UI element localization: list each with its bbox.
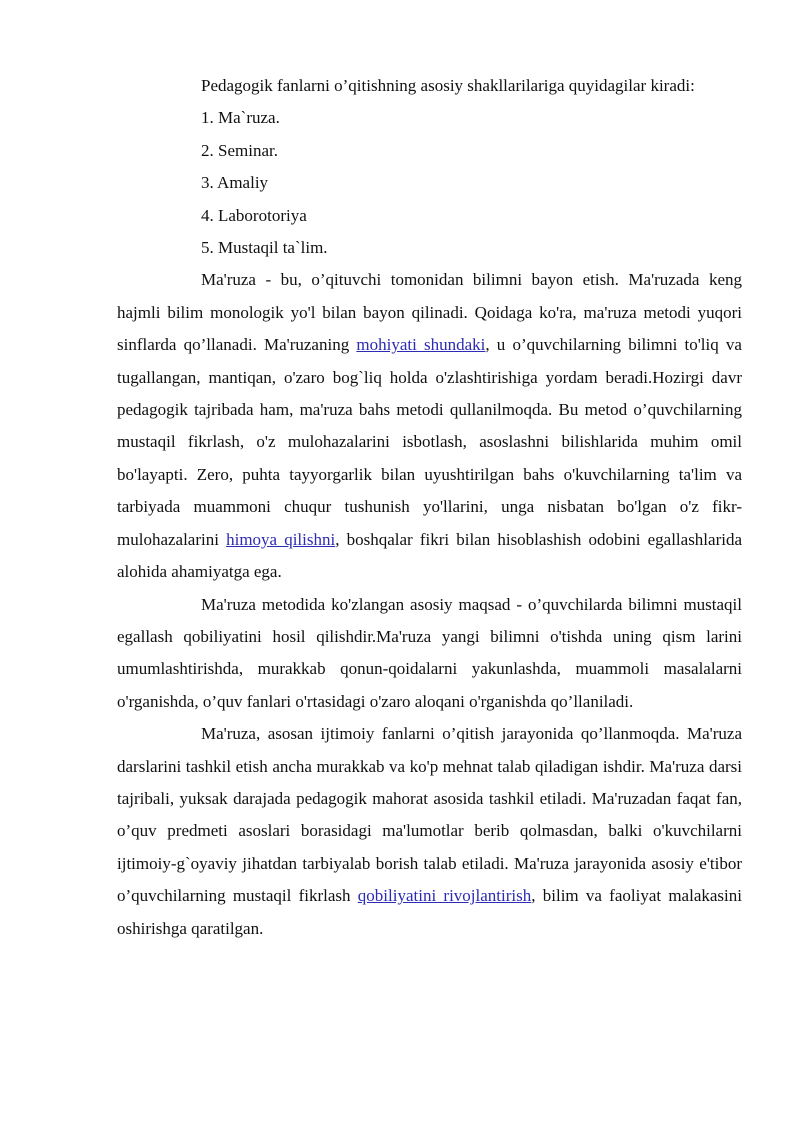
list-item: 5. Mustaqil ta`lim. bbox=[201, 238, 328, 258]
text-run: Ma'ruza, asosan ijtimoiy fanlarni o’qitish jarayonida qo’llanmoqda. Ma'ruza darslarini tashkil etish ancha murakkab va ko'p mehnat talab qiladigan ishdir. Ma'ruza darsi tajribali, yuksak darajada pedagogik mahorat asosida tashkil etiladi. Ma'ruzadan faqat fan, o’quv predmeti asoslari borasidagi ma'lumotlar berib qolmasdan, balki o'kuvchilarni ijtimoiy-g`oyaviy jihatdan tarbiyalab borish talab etiladi. Ma'ruza jarayonida asosiy e'tibor o’quvchilarning mustaqil fikrlash bbox=[117, 724, 742, 906]
lecture-usage-paragraph bbox=[117, 718, 742, 945]
text-run: , boshqalar fikri bilan hisoblashish odobini egallashlarida alohida ahamiyatga ega. bbox=[117, 529, 743, 582]
qobiliyatini-rivojlantirish-link[interactable]: qobiliyatini rivojlantirish bbox=[357, 886, 532, 906]
mohiyati-shundaki-link[interactable]: mohiyati shundaki bbox=[356, 335, 486, 355]
lecture-goal-paragraph: Ma'ruza metodida ko'zlangan asosiy maqsad - o’quvchilarda bilimni mustaqil egallash qobiliyatini hosil qilishdir.Ma'ruza yangi bilimni o'tishda uning qism larini umumlashtirishda, murakkab qonun-qoidalarni yakunlashda, muammoli masalalarni o'rganishda, o’quv fanlari o'rtasidagi o'zaro aloqani o'rganishda qo’llaniladi. bbox=[117, 594, 742, 711]
intro-paragraph: Pedagogik fanlarni o’qitishning asosiy shakllarilariga quyidagilar kiradi: bbox=[201, 76, 695, 95]
list-item: 4. Laborotoriya bbox=[201, 205, 307, 225]
list-item: 1. Ma`ruza. bbox=[201, 108, 280, 128]
text-run: , u o’quvchilarning bilimni to'liq va tugallangan, mantiqan, o'zaro bog`liq holda o'zlashtirishiga yordam beradi.Hozirgi davr pedagogik tajribada ham, ma'ruza bahs metodi qullanilmoqda. Bu metod o’quvchilarning mustaqil fikrlash, o'z mulohazalarini isbotlash, asoslashni bilishlarida muhim omil bo'layapti. Zero, puhta tayyorgarlik bilan uyushtirilgan bahs o'kuvchilarning ta'lim va tarbiyada muammoni chuqur tushunish yo'llarini, unga nisbatan bo'lgan o'z fikr-mulohazalarini bbox=[117, 335, 742, 549]
text-run: , bilim va faoliyat malakasini oshirishga qaratilgan. bbox=[117, 886, 742, 938]
list-item: 3. Amaliy bbox=[201, 173, 269, 193]
text-run: Ma'ruza - bu, o’qituvchi tomonidan bilimni bayon etish. Ma'ruzada keng hajmli bilim monologik yo'l bilan bayon qilinadi. Qoidaga ko'ra, ma'ruza metodi yuqori sinflarda qo’llanadi. Ma'ruzaning bbox=[117, 270, 742, 355]
lecture-definition-paragraph bbox=[117, 264, 742, 588]
forms-list bbox=[117, 102, 742, 264]
list-item: 2. Seminar. bbox=[201, 140, 278, 160]
himoya-qilishni-link[interactable]: himoya qilishni bbox=[226, 529, 336, 549]
